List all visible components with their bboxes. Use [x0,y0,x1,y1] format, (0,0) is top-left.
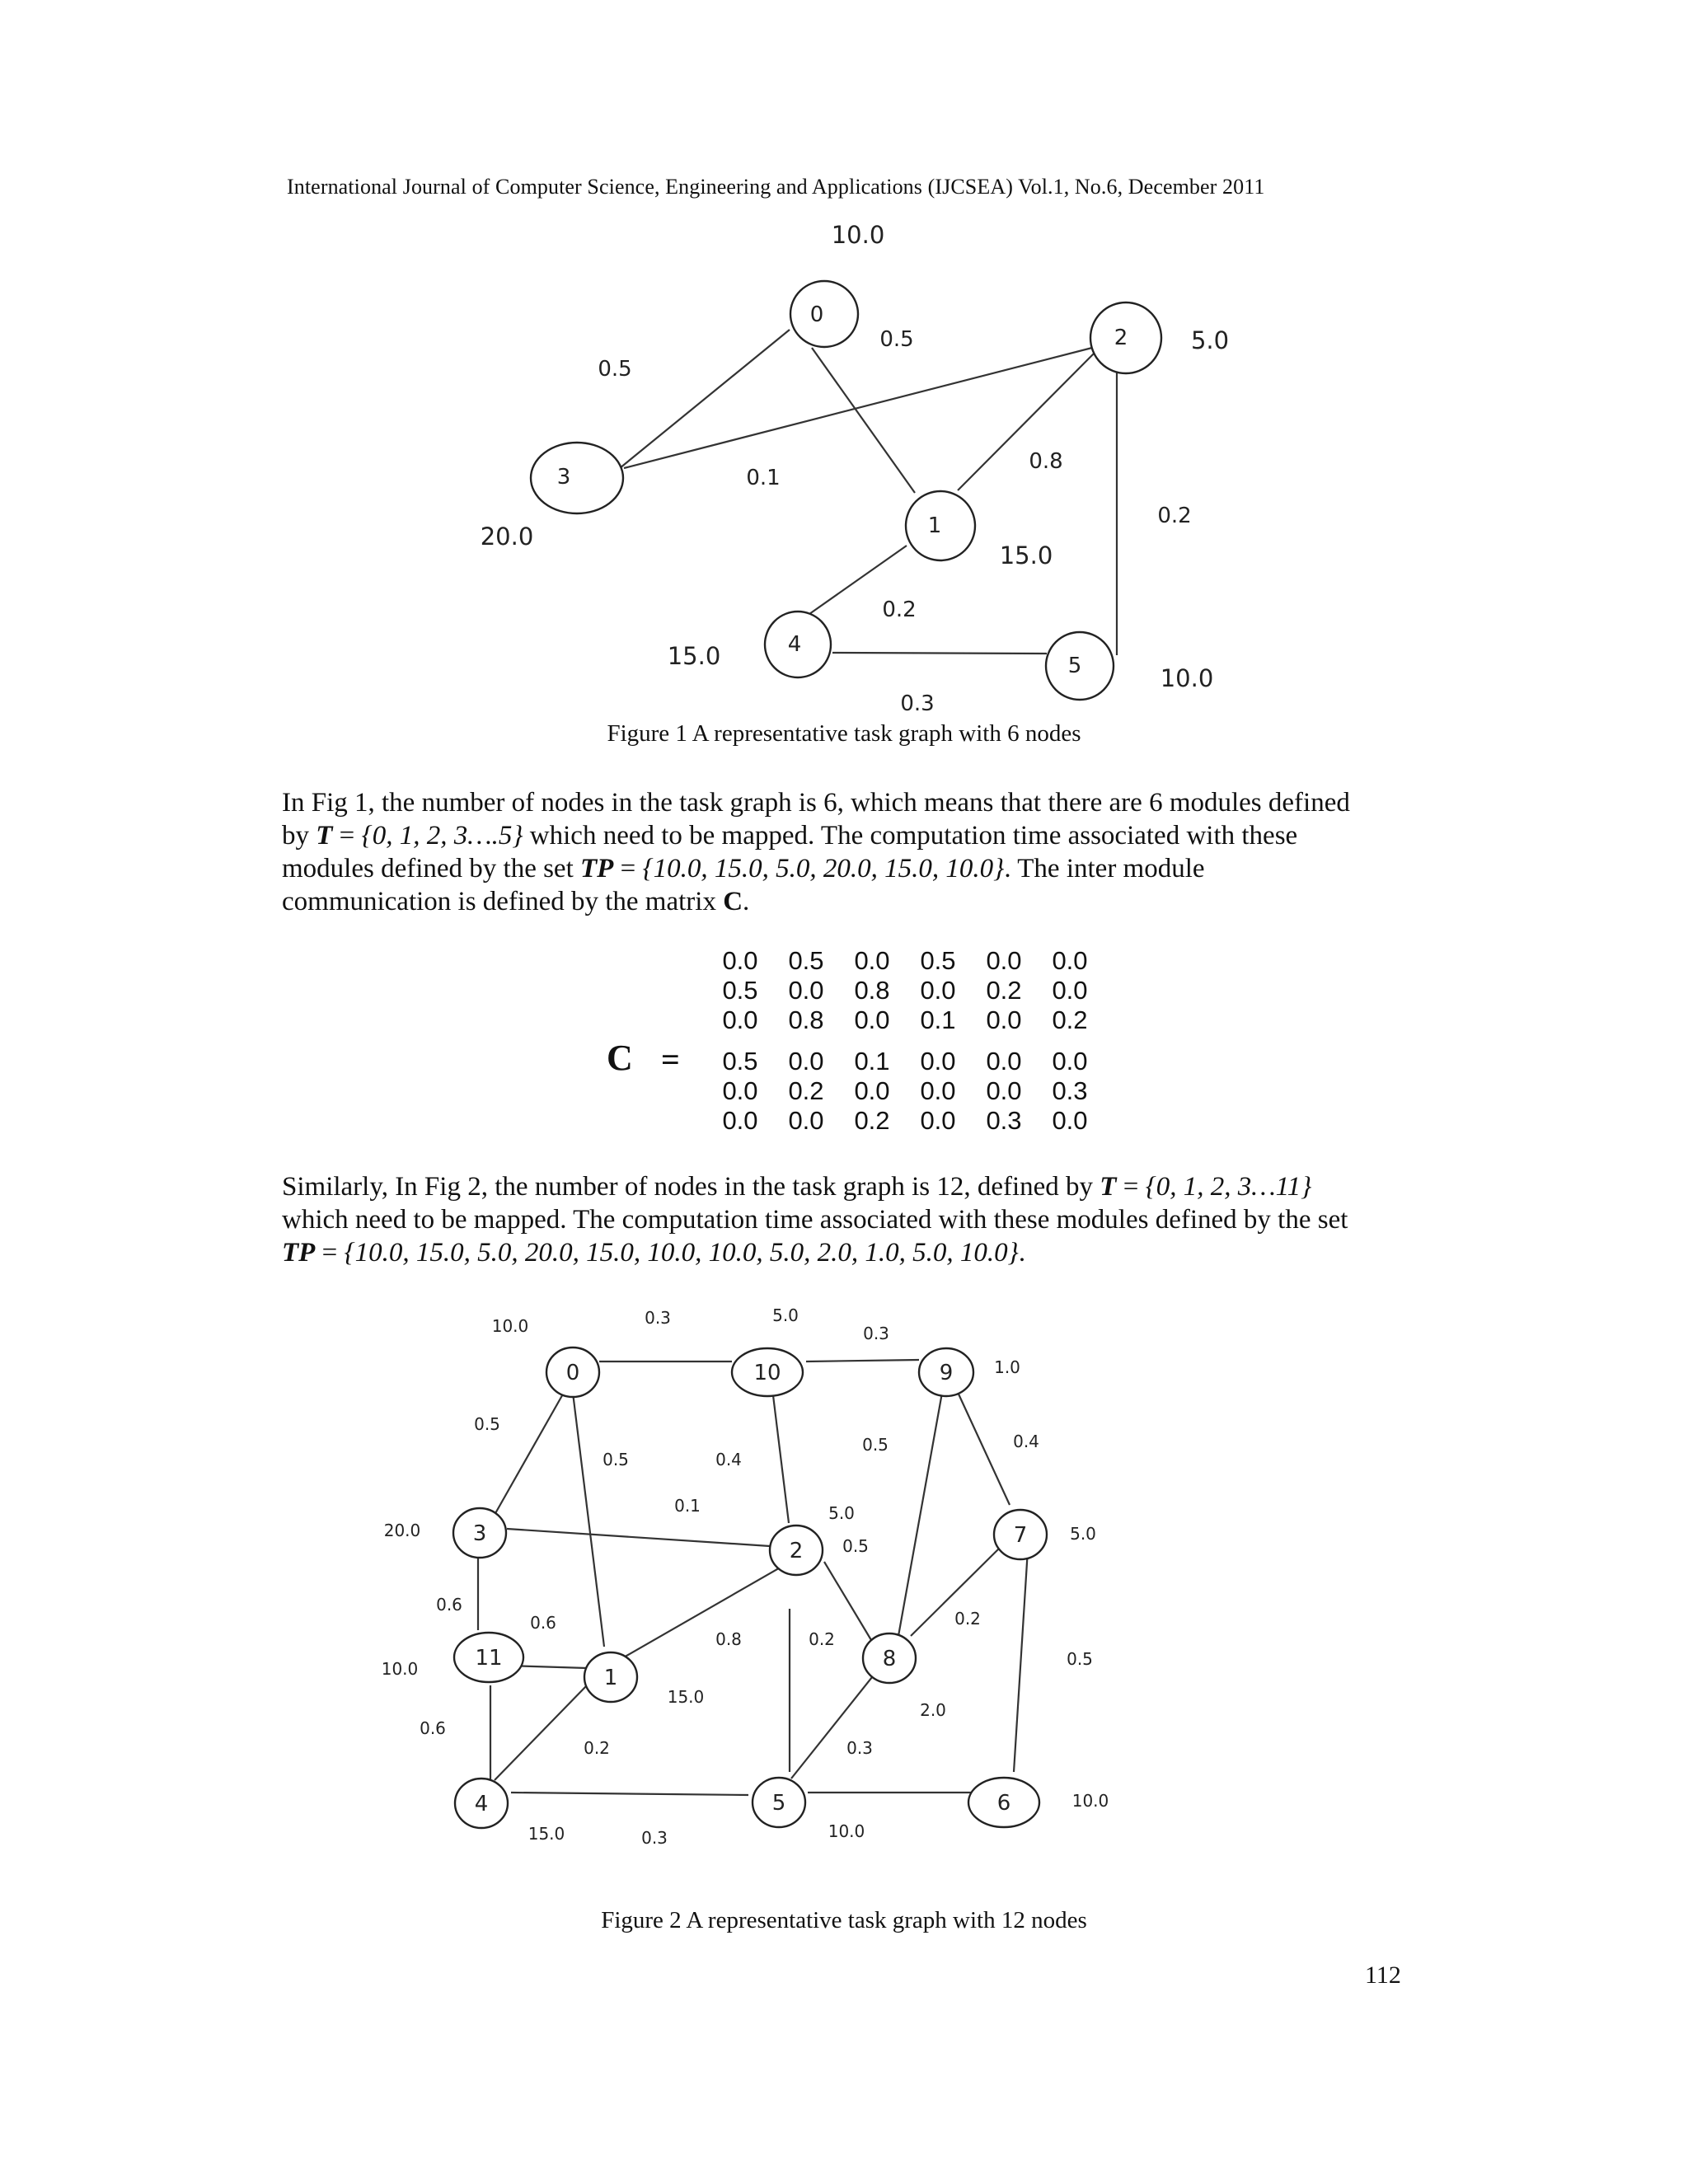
para1-line4: communication is defined by the matrix C. [282,887,750,916]
matrix-c [707,946,1103,1136]
matrix-cell: 0.0 [986,1047,1022,1076]
matrix-cell: 0.0 [1052,946,1088,975]
edge-weight-7-8: 0.2 [954,1609,981,1629]
edge-2-1 [958,353,1095,490]
matrix-cell: 0.5 [722,1047,758,1076]
edge-weight-11-1: 0.6 [530,1613,556,1633]
node-weight-7: 5.0 [1070,1524,1096,1544]
edge-0-1 [573,1393,604,1647]
edge-10-9 [806,1360,919,1361]
matrix-cell: 0.0 [986,1005,1022,1034]
node-label-3: 3 [556,465,571,490]
page-number: 112 [1365,1961,1401,1989]
edge-weight-0-1: 0.5 [603,1450,629,1469]
matrix-cell: 0.2 [788,1076,824,1105]
edge-weight-0-3: 0.5 [598,357,632,382]
edge-3-2 [507,1529,770,1546]
matrix-cell: 0.0 [788,976,824,1005]
para2-line3: TP = {10.0, 15.0, 5.0, 20.0, 15.0, 10.0, 10.0, 5.0, 2.0, 1.0, 5.0, 10.0}. [282,1238,1026,1268]
matrix-row [707,1035,1103,1076]
matrix-row [707,1076,1103,1106]
matrix-cell: 0.8 [854,976,890,1005]
matrix-equals: = [661,1041,680,1078]
edge-2-8 [824,1562,871,1640]
edge-weight-9-8: 0.5 [862,1435,889,1455]
node-weight-2: 5.0 [1190,326,1230,354]
edge-weight-2-5: 0.2 [1157,504,1192,528]
node-label-1: 1 [603,1666,618,1690]
edge-weight-0-3: 0.5 [474,1414,500,1434]
edge-weight-3-2: 0.1 [674,1496,701,1516]
matrix-cell: 0.2 [1052,1005,1088,1034]
edge-weight-11-4: 0.6 [420,1718,446,1738]
edge-10-2 [772,1389,789,1523]
edge-weight-0-1: 0.5 [879,327,914,352]
node-weight-0: 10.0 [831,221,885,249]
node-weight-11: 10.0 [381,1659,419,1679]
node-weight-4: 15.0 [528,1824,565,1844]
node-weight-8: 2.0 [920,1700,946,1720]
para1-line2: by T = {0, 1, 2, 3….5} which need to be mapped. The computation time associated with these [282,821,1298,851]
node-label-8: 8 [882,1647,897,1671]
edge-weight-10-2: 0.4 [715,1450,742,1469]
edge-weight-9-7: 0.4 [1013,1432,1039,1451]
node-weight-0: 10.0 [491,1316,529,1336]
node-label-7: 7 [1013,1523,1028,1548]
matrix-row [707,976,1103,1005]
paragraph-2 [282,1170,1404,1269]
matrix-cell: 0.0 [722,946,758,975]
node-label-4: 4 [474,1792,489,1816]
edge-weight-3-2: 0.1 [746,466,781,490]
edge-0-3 [495,1391,565,1515]
edge-7-6 [1014,1549,1028,1772]
edge-weight-8-5: 0.3 [846,1738,873,1758]
node-label-1: 1 [927,513,942,538]
node-label-2: 2 [789,1539,804,1563]
paragraph-1 [282,786,1404,918]
node-weight-10: 5.0 [772,1305,799,1325]
matrix-cell: 0.0 [986,1076,1022,1105]
journal-header: International Journal of Computer Science, Engineering and Applications (IJCSEA) Vol.1, No.6, December 2011 [287,175,1265,199]
matrix-cell: 0.0 [1052,976,1088,1005]
node-weight-6: 10.0 [1071,1791,1109,1811]
node-label-6: 6 [996,1791,1011,1816]
edge-2-1 [622,1566,783,1658]
matrix-cell: 0.0 [722,1106,758,1135]
matrix-cell: 0.1 [920,1005,956,1034]
edge-weight-7-6: 0.5 [1067,1649,1093,1669]
edge-weight-1-4: 0.2 [584,1738,610,1758]
node-label-10: 10 [753,1361,781,1385]
matrix-cell: 0.0 [854,1076,890,1105]
node-label-0: 0 [809,302,824,327]
matrix-cell: 0.5 [920,946,956,975]
para1-line3: modules defined by the set TP = {10.0, 15.0, 5.0, 20.0, 15.0, 10.0}. The inter module [282,854,1205,883]
matrix-row [707,1005,1103,1035]
edge-9-8 [898,1393,942,1636]
matrix-cell: 0.3 [986,1106,1022,1135]
edge-8-5 [791,1673,875,1779]
para1-line1: In Fig 1, the number of nodes in the task graph is 6, which means that there are 6 modules defined [282,788,1350,818]
edge-4-5 [511,1793,748,1795]
matrix-cell: 0.0 [722,1005,758,1034]
node-label-0: 0 [565,1361,580,1385]
node-weight-9: 1.0 [994,1357,1020,1377]
node-weight-4: 15.0 [667,642,721,670]
matrix-cell: 0.0 [920,976,956,1005]
edge-weight-10-9: 0.3 [863,1324,889,1343]
edge-weight-3-11: 0.6 [436,1595,462,1615]
node-0 [790,281,858,347]
node-label-4: 4 [787,632,802,657]
matrix-label: C [607,1038,633,1078]
figure-2-caption: Figure 2 A representative task graph with 12 nodes [601,1907,1087,1933]
matrix-cell: 0.5 [722,976,758,1005]
matrix-cell: 0.0 [1052,1106,1088,1135]
node-weight-5: 10.0 [1160,664,1214,692]
edge-weight-4-5: 0.3 [900,691,935,716]
edge-weight-0-10: 0.3 [645,1308,671,1328]
matrix-cell: 0.1 [854,1047,890,1076]
matrix-row [707,946,1103,976]
matrix-cell: 0.5 [788,946,824,975]
node-label-11: 11 [475,1646,503,1671]
edge-4-5 [832,653,1047,654]
matrix-cell: 0.0 [920,1076,956,1105]
node-weight-1: 15.0 [667,1687,705,1707]
node-label-5: 5 [771,1791,786,1816]
matrix-cell: 0.8 [788,1005,824,1034]
para2-line1: Similarly, In Fig 2, the number of nodes in the task graph is 12, defined by T = {0, 1, 2, 3…11} [282,1172,1312,1202]
matrix-cell: 0.2 [854,1106,890,1135]
matrix-cell: 0.0 [1052,1047,1088,1076]
matrix-cell: 0.0 [854,1005,890,1034]
edge-weight-2-5: 0.2 [809,1629,835,1649]
edge-weight-2-1: 0.8 [715,1629,742,1649]
para2-line2: which need to be mapped. The computation time associated with these modules defined by the set [282,1205,1348,1235]
node-weight-1: 15.0 [999,541,1053,569]
node-weight-2: 5.0 [828,1503,855,1523]
matrix-cell: 0.0 [854,946,890,975]
edge-weight-2-1: 0.8 [1029,449,1063,474]
node-weight-3: 20.0 [383,1521,421,1540]
node-label-2: 2 [1114,326,1128,350]
figure-1-caption: Figure 1 A representative task graph with 6 nodes [607,720,1081,747]
matrix-cell: 0.0 [788,1106,824,1135]
matrix-cell: 0.0 [920,1106,956,1135]
node-label-5: 5 [1067,654,1082,678]
node-weight-5: 10.0 [828,1821,865,1841]
node-weight-3: 20.0 [480,523,534,551]
edge-weight-1-4: 0.2 [882,598,917,622]
edge-weight-4-5: 0.3 [641,1828,668,1848]
node-3 [531,443,623,513]
edge-1-4 [495,1685,587,1780]
edge-0-1 [812,348,915,493]
edge-9-7 [956,1389,1010,1505]
node-label-3: 3 [472,1521,487,1546]
matrix-cell: 0.2 [986,976,1022,1005]
node-label-9: 9 [939,1361,954,1385]
matrix-cell: 0.0 [920,1047,956,1076]
matrix-cell: 0.0 [986,946,1022,975]
figure-2-task-graph [0,1286,1688,1863]
matrix-row [707,1106,1103,1136]
matrix-cell: 0.0 [788,1047,824,1076]
edge-weight-2-8: 0.5 [842,1536,869,1556]
matrix-cell: 0.3 [1052,1076,1088,1105]
matrix-cell: 0.0 [722,1076,758,1105]
